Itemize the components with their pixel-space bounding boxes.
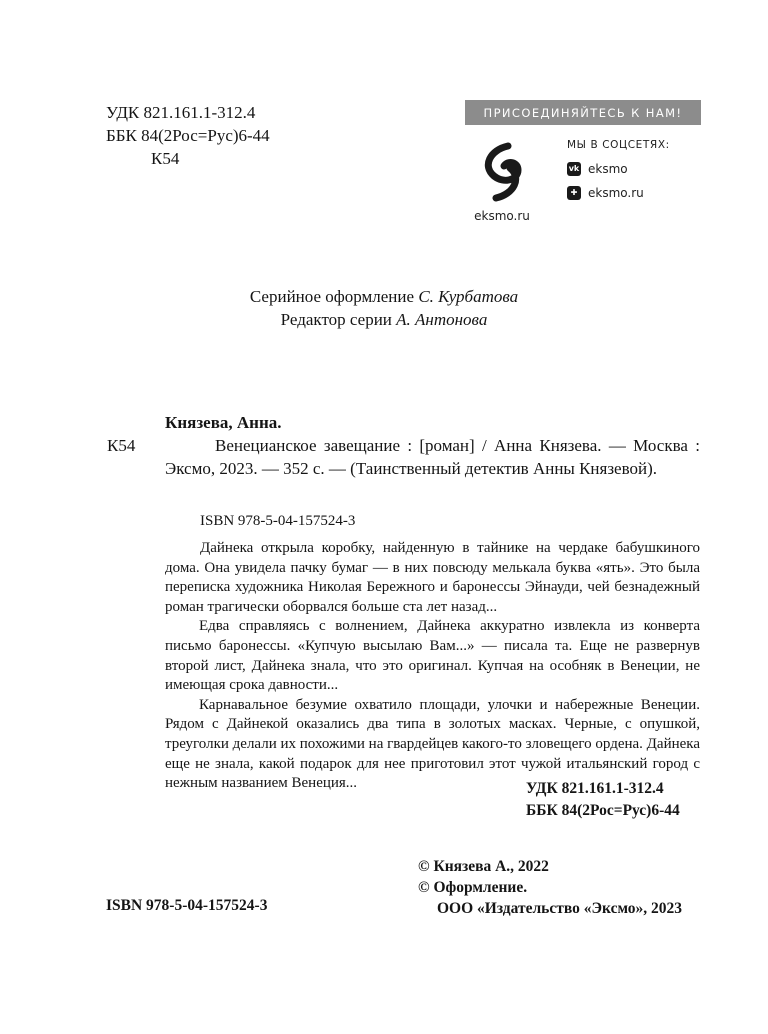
editor-prefix: Редактор серии [280, 310, 392, 329]
eksmo-logo-icon [478, 140, 526, 204]
social-link-label: eksmo [588, 162, 628, 176]
catalog-isbn: ISBN 978-5-04-157524-3 [200, 513, 356, 529]
annotation-bbk: ББК 84(2Рос=Рус)6-44 [526, 802, 680, 819]
bbk-code: ББК 84(2Рос=Рус)6-44 [106, 126, 270, 145]
annotation-udk: УДК 821.161.1-312.4 [526, 780, 664, 797]
udk-code: УДК 821.161.1-312.4 [106, 103, 256, 122]
plus-icon: ✚ [567, 186, 581, 200]
copyright-author: © Князева А., 2022 [418, 858, 549, 875]
author-sign: К54 [151, 149, 180, 168]
annotation-paragraph: Карнавальное безумие охватило площади, улочки и набережные Венеции. Рядом с Дайнекой оказались два типа в золотых масках. Черные, с опушкой, треуголки делали их похожими на гвардейцев какого-то зловещего ордена. Дайнека еще не знала, какой подарок для нее приготовил этот чужой итальянский город с нежным названием Венеция... [165, 696, 700, 792]
catalog-author: Князева, Анна. [165, 413, 282, 432]
series-design-credit [0, 286, 768, 308]
social-link-site[interactable] [567, 186, 644, 200]
footer-isbn: ISBN 978-5-04-157524-3 [106, 897, 268, 914]
editor-name: А. Антонова [396, 310, 488, 329]
social-link-vk[interactable] [567, 162, 628, 176]
social-heading: МЫ В СОЦСЕТЯХ: [567, 139, 670, 151]
annotation-paragraph: Едва справляясь с волнением, Дайнека аккуратно извлекла из конверта письмо баронессы. «Купчую высылаю Вам...» — писала та. Еще не развернув второй лист, Дайнека знала, что это оригинал. Купчая на особняк в Венеции, не имеющая срока давности... [165, 618, 700, 694]
design-name: С. Курбатова [418, 287, 519, 306]
series-editor-credit [0, 309, 768, 331]
copyright-design: © Оформление. [418, 879, 528, 896]
join-us-banner: ПРИСОЕДИНЯЙТЕСЬ К НАМ! [465, 100, 701, 125]
annotation-paragraph: Дайнека открыла коробку, найденную в тайнике на чердаке бабушкиного дома. Она увидела пачку бумаг — в них повсюду мелькала буква «ять». Это была переписка художника Николая Бережного и баронессы Эйнауди, чей безнадежный роман трагически оборвался больше ста лет назад... [165, 540, 700, 615]
social-link-label: eksmo.ru [588, 186, 644, 200]
publisher-line: ООО «Издательство «Эксмо», 2023 [437, 900, 683, 917]
catalog-description: Венецианское завещание : [роман] / Анна Князева. — Москва : Эксмо, 2023. — 352 с. — (Таинственный детектив Анны Князевой). [165, 436, 700, 478]
annotation [165, 539, 700, 794]
catalog-sign: К54 [107, 436, 136, 455]
design-prefix: Серийное оформление [249, 287, 415, 306]
site-url: eksmo.ru [474, 209, 530, 223]
vk-icon: vk [567, 162, 581, 176]
